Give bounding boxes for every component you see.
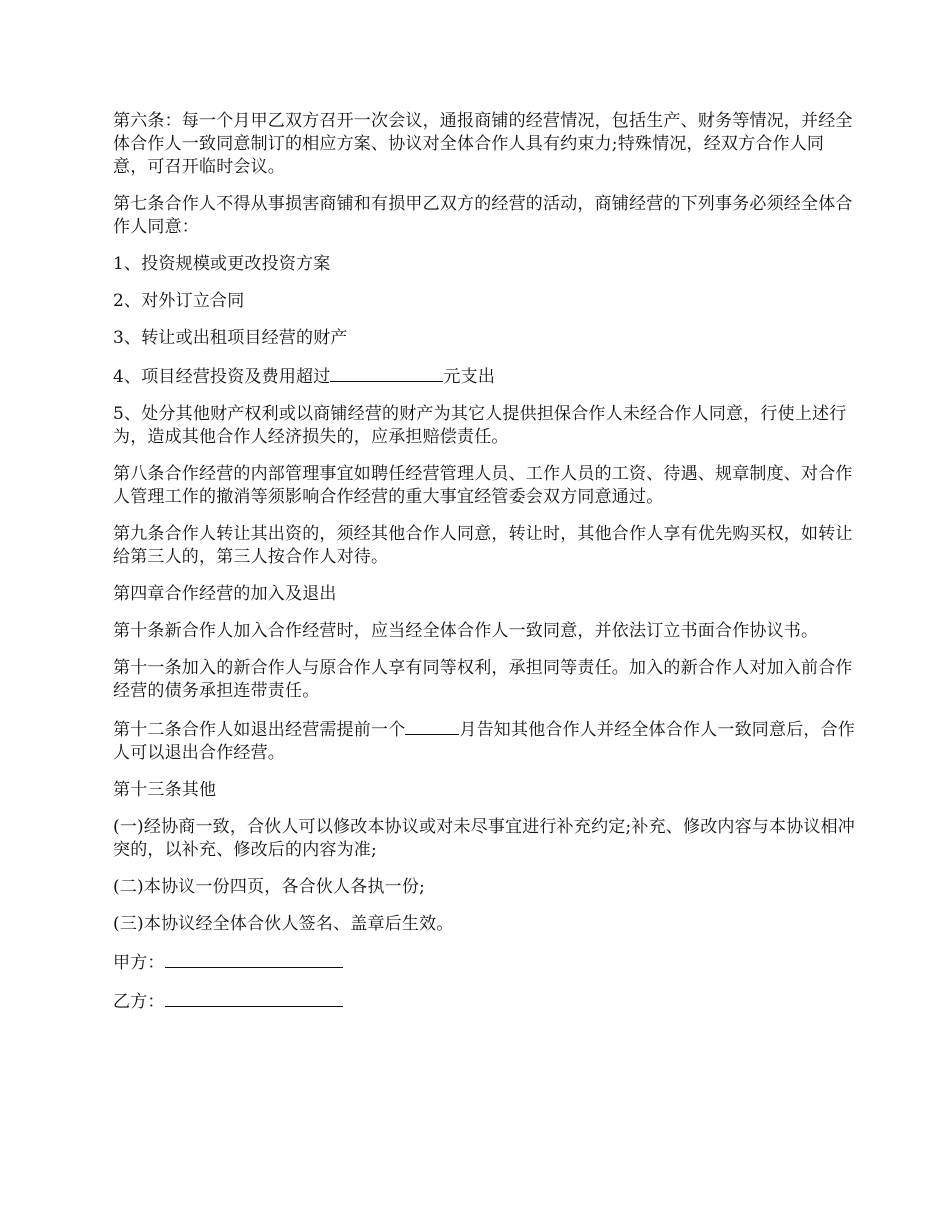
party-a-signature-line [165,950,343,968]
chapter-4-heading: 第四章合作经营的加入及退出 [113,584,337,604]
party-b-signature [113,989,858,1014]
list-item-3: 3、转让或出租项目经营的财产 [113,328,348,348]
article-10: 第十条新合作人加入合作经营时，应当经全体合作人一致同意，并依法订立书面合作协议书。 [113,621,819,641]
list-item-4-before: 4、项目经营投资及费用超过 [113,367,331,387]
list-item-2: 2、对外订立合同 [113,291,245,311]
list-item-4 [113,364,858,389]
document-body [113,110,858,1028]
list-item-5: 5、处分其他财产权利或以商铺经营的财产为其它人提供担保合作人未经合作人同意，行使上述行为，造成其他合作人经济损失的，应承担赔偿责任。 [113,404,847,447]
list-item-1: 1、投资规模或更改投资方案 [113,254,331,274]
party-a-label: 甲方： [113,953,165,973]
other-clause-2: (二)本协议一份四页，各合伙人各执一份; [113,877,425,897]
article-11: 第十一条加入的新合作人与原合作人享有同等权利，承担同等责任。加入的新合作人对加入前合作经营的债务承担连带责任。 [113,658,853,701]
article-7: 第七条合作人不得从事损害商铺和有损甲乙双方的经营的活动，商铺经营的下列事务必须经全体合作人同意： [113,194,853,237]
article-13: 第十三条其他 [113,780,217,800]
article-8: 第八条合作经营的内部管理事宜如聘任经营管理人员、工作人员的工资、待遇、规章制度、对合作人管理工作的撤消等须影响合作经营的重大事宜经管委会双方同意通过。 [113,464,853,507]
article-9: 第九条合作人转让其出资的，须经其他合作人同意，转让时，其他合作人享有优先购买权，如转让给第三人的，第三人按合作人对待。 [113,524,853,567]
month-blank [405,717,459,735]
article-6: 第六条：每一个月甲乙双方召开一次会议，通报商铺的经营情况，包括生产、财务等情况，并经全体合作人一致同意制订的相应方案、协议对全体合作人具有约束力;特殊情况，经双方合作人同意，可召开临时会议。 [113,111,853,177]
other-clause-3: (三)本协议经全体合伙人签名、盖章后生效。 [113,914,454,934]
article-12-before: 第十二条合作人如退出经营需提前一个 [113,720,406,740]
other-clause-1: (一)经协商一致，合伙人可以修改本协议或对未尽事宜进行补充约定;补充、修改内容与本协议相冲突的，以补充、修改后的内容为准; [113,817,855,860]
party-b-signature-line [165,989,343,1007]
amount-blank [330,364,443,382]
article-12-after: 月告知其他合作人并经全体合作人一致同意后，合作人可以退出合作经营。 [113,720,856,763]
party-a-signature [113,950,858,975]
party-b-label: 乙方： [113,992,165,1012]
article-12 [113,717,858,765]
list-item-4-after: 元支出 [443,367,496,387]
